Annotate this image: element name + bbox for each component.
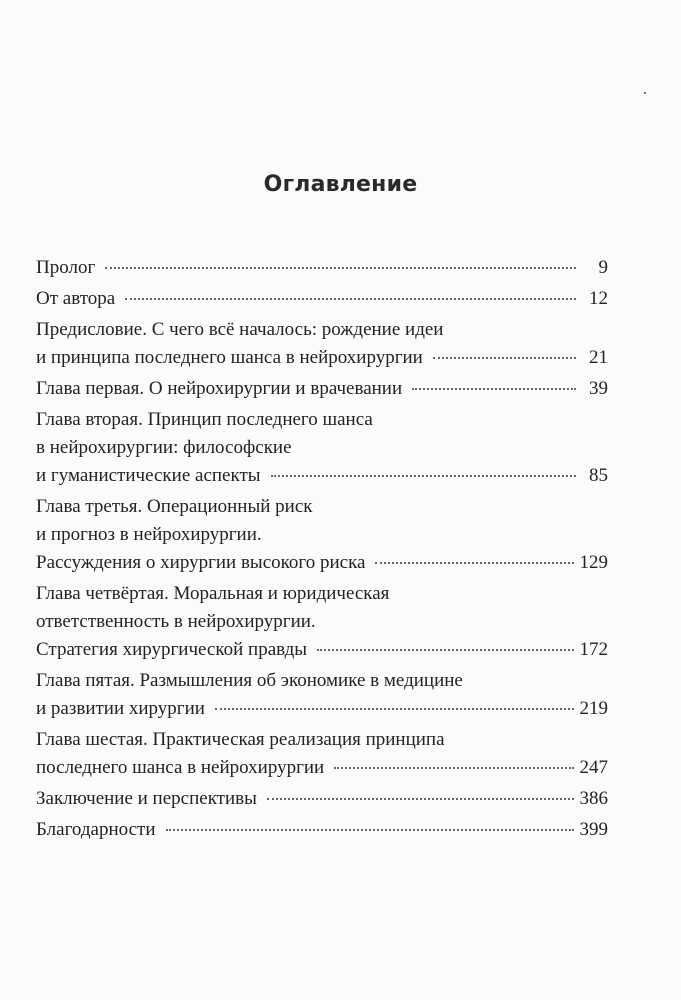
dot-leader — [105, 266, 576, 269]
toc-entry-text: и прогноз в нейрохирургии. — [36, 524, 262, 545]
toc-entry-text: От автора — [36, 288, 116, 309]
toc-entry-text: Глава шестая. Практическая реализация принципа — [36, 729, 445, 750]
scan-speck — [644, 92, 646, 94]
toc-entry-text: Пролог — [36, 257, 96, 278]
toc-entry-line — [36, 549, 608, 577]
toc-entry-text: Глава вторая. Принцип последнего шанса — [36, 409, 373, 430]
dot-leader — [271, 474, 576, 477]
toc-page-number: 386 — [579, 788, 608, 809]
dot-leader — [375, 561, 573, 564]
toc-entry-line — [36, 754, 608, 782]
toc-entry-text: Благодарности — [36, 819, 156, 840]
toc-entry — [36, 667, 608, 723]
toc-entry-line — [36, 462, 608, 490]
toc-page-number: 247 — [579, 757, 608, 778]
toc-entry-text: ответственность в нейрохирургии. — [36, 611, 316, 632]
toc-entry — [36, 406, 608, 490]
toc-page-number: 12 — [589, 288, 608, 309]
dot-leader — [317, 648, 573, 651]
dot-leader — [334, 766, 573, 769]
toc-entry — [36, 254, 608, 282]
toc-page-number: 39 — [589, 378, 608, 399]
toc-page-number: 399 — [579, 819, 608, 840]
toc-page-number: 172 — [579, 639, 608, 660]
toc-entry — [36, 285, 608, 313]
toc-entry-line — [36, 344, 608, 372]
toc-entry — [36, 816, 608, 844]
toc-entry — [36, 375, 608, 403]
toc-entry-line — [36, 636, 608, 664]
toc-page-number: 21 — [589, 347, 608, 368]
toc-page-number: 129 — [579, 552, 608, 573]
toc-page-number: 85 — [589, 465, 608, 486]
toc-entry-text: и принципа последнего шанса в нейрохирургии — [36, 347, 423, 368]
toc-entry-line — [36, 375, 608, 403]
dot-leader — [267, 797, 574, 800]
table-of-contents — [36, 254, 608, 847]
toc-entry-text: и развитии хирургии — [36, 698, 205, 719]
dot-leader — [412, 387, 576, 390]
toc-entry — [36, 785, 608, 813]
toc-entry-text: Рассуждения о хирургии высокого риска — [36, 552, 366, 573]
dot-leader — [166, 828, 574, 831]
toc-entry — [36, 316, 608, 372]
toc-entry-text: Заключение и перспективы — [36, 788, 257, 809]
toc-entry-text: в нейрохирургии: философские — [36, 437, 292, 458]
toc-entry — [36, 580, 608, 664]
dot-leader — [215, 707, 574, 710]
toc-entry-text: и гуманистические аспекты — [36, 465, 261, 486]
toc-entry-text: последнего шанса в нейрохирургии — [36, 757, 325, 778]
toc-entry-text: Стратегия хирургической правды — [36, 639, 308, 660]
toc-entry-text: Глава четвёртая. Моральная и юридическая — [36, 583, 390, 604]
toc-entry-text: Предисловие. С чего всё началось: рождение идеи — [36, 319, 444, 340]
toc-entry-line — [36, 816, 608, 844]
toc-entry-line — [36, 695, 608, 723]
toc-page-number: 219 — [579, 698, 608, 719]
toc-entry-line — [36, 285, 608, 313]
toc-entry — [36, 493, 608, 577]
toc-entry-text: Глава третья. Операционный риск — [36, 496, 313, 517]
dot-leader — [125, 297, 576, 300]
toc-entry — [36, 726, 608, 782]
toc-entry-text: Глава пятая. Размышления об экономике в медицине — [36, 670, 463, 691]
page-title: Оглавление — [263, 172, 418, 197]
toc-entry-line — [36, 254, 608, 282]
toc-entry-line — [36, 785, 608, 813]
toc-page-number: 9 — [598, 257, 608, 278]
dot-leader — [433, 356, 576, 359]
toc-entry-text: Глава первая. О нейрохирургии и врачевании — [36, 378, 403, 399]
